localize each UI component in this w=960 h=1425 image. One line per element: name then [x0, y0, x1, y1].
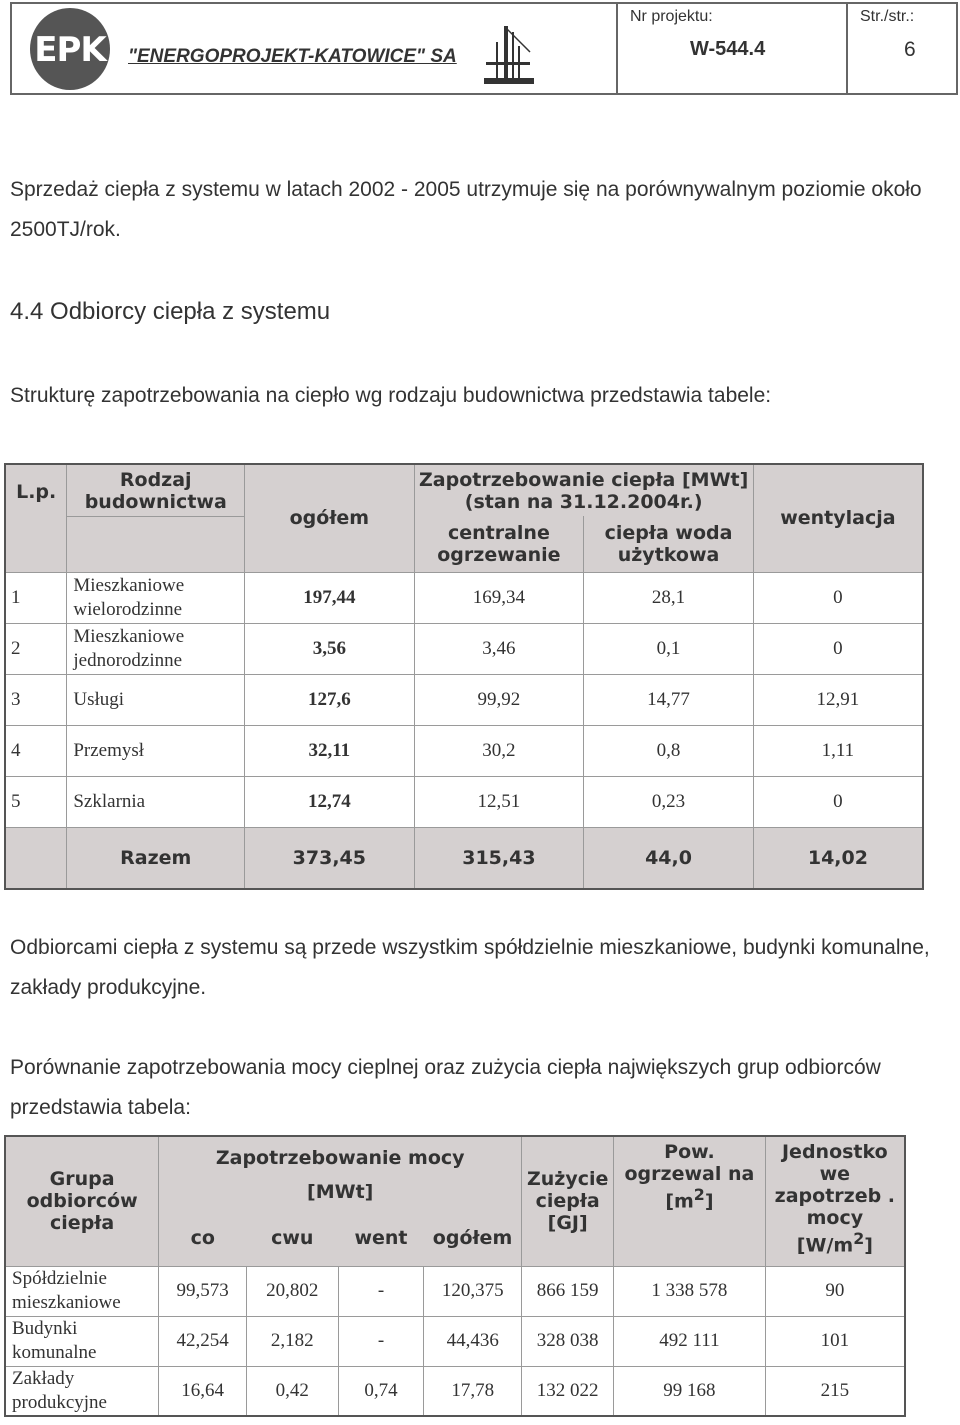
total-cwu: 44,0	[584, 827, 754, 889]
table-row	[5, 674, 923, 725]
paragraph-consumers: Odbiorcami ciepła z systemu są przede wszystkim spółdzielnie mieszkaniowe, budynki komunalne, zakłady produkcyjne.	[10, 936, 930, 999]
header-unit-sup: 2	[853, 1229, 865, 1248]
total-ogolem: 373,45	[245, 827, 414, 889]
row-name: Szklarnia	[67, 776, 245, 827]
total-row	[5, 827, 923, 889]
header-co: co	[159, 1210, 247, 1266]
row-co: 12,51	[414, 776, 584, 827]
header-area-sup: 2	[693, 1185, 705, 1204]
table-row	[5, 776, 923, 827]
header-area-close: ]	[704, 1190, 714, 1213]
header-unit-close: ]	[864, 1234, 873, 1257]
row-co: 42,254	[159, 1316, 247, 1366]
header-consumption: Zużycie ciepła [GJ]	[522, 1136, 614, 1266]
row-went: 0,74	[338, 1366, 424, 1416]
paragraph-comparison: Porównanie zapotrzebowania mocy cieplnej oraz zużycia ciepła największych grup odbiorców przedstawia tabela:	[10, 1056, 881, 1119]
row-co: 3,46	[414, 623, 584, 674]
row-total: 197,44	[245, 572, 414, 623]
row-co: 99,573	[159, 1266, 247, 1316]
project-cell	[616, 4, 846, 93]
row-name: Przemysł	[67, 725, 245, 776]
logo-text: EPK	[34, 30, 106, 70]
row-name: Mieszkaniowe wielorodzinne	[67, 572, 245, 623]
row-group: Zakłady produkcyjne	[5, 1366, 159, 1416]
building-type-table	[4, 463, 924, 890]
row-total: 127,6	[245, 674, 414, 725]
row-cwu: 2,182	[246, 1316, 338, 1366]
row-cwu: 20,802	[246, 1266, 338, 1316]
total-went: 14,02	[753, 827, 923, 889]
row-went: 0	[753, 776, 923, 827]
total-blank	[5, 827, 67, 889]
row-went: 0	[753, 623, 923, 674]
row-co: 30,2	[414, 725, 584, 776]
header-went: went	[338, 1210, 424, 1266]
row-went: -	[338, 1266, 424, 1316]
row-ogolem: 120,375	[424, 1266, 522, 1316]
table-row	[5, 1366, 905, 1416]
header-lp: L.p.	[5, 464, 67, 572]
page-cell	[846, 4, 958, 93]
company-emblem-icon	[482, 22, 536, 86]
total-label: Razem	[67, 827, 245, 889]
row-cwu: 14,77	[584, 674, 754, 725]
company-name: "ENERGOPROJEKT-KATOWICE" SA	[128, 46, 457, 67]
header-total: ogółem	[245, 464, 414, 572]
row-unit-demand: 101	[765, 1316, 905, 1366]
row-area: 99 168	[614, 1366, 766, 1416]
header-area-text: Pow. ogrzewal na [m	[624, 1141, 755, 1213]
project-number: W-544.4	[690, 38, 766, 60]
row-went: 1,11	[753, 725, 923, 776]
consumer-groups-table	[4, 1135, 906, 1417]
row-group: Spółdzielnie mieszkaniowe	[5, 1266, 159, 1316]
total-co: 315,43	[414, 827, 584, 889]
table-row	[5, 725, 923, 776]
row-name: Usługi	[67, 674, 245, 725]
project-label: Nr projektu:	[630, 8, 713, 25]
row-total: 3,56	[245, 623, 414, 674]
header-unit-demand	[765, 1136, 905, 1266]
header-group: Grupa odbiorców ciepła	[5, 1136, 159, 1266]
row-went: 0	[753, 572, 923, 623]
table-row	[5, 1316, 905, 1366]
row-lp: 1	[5, 572, 67, 623]
epk-logo	[30, 8, 110, 90]
header-central-heating: centralne ogrzewanie	[414, 516, 584, 572]
row-ogolem: 44,436	[424, 1316, 522, 1366]
page-label: Str./str.:	[860, 8, 915, 25]
row-lp: 3	[5, 674, 67, 725]
row-went: 12,91	[753, 674, 923, 725]
header-power-title: Zapotrzebowanie mocy	[215, 1147, 465, 1169]
row-unit-demand: 215	[765, 1366, 905, 1416]
paragraph-sales: Sprzedaż ciepła z systemu w latach 2002 - 2005 utrzymuje się na porównywalnym poziomie około 2500TJ/rok.	[10, 178, 922, 241]
header-hot-water: ciepła woda użytkowa	[584, 516, 754, 572]
row-cwu: 28,1	[584, 572, 754, 623]
row-co: 16,64	[159, 1366, 247, 1416]
header-ventilation: wentylacja	[753, 464, 923, 572]
row-cwu: 0,42	[246, 1366, 338, 1416]
header-building-type: Rodzaj budownictwa	[67, 464, 245, 516]
row-lp: 5	[5, 776, 67, 827]
row-cwu: 0,8	[584, 725, 754, 776]
row-co: 99,92	[414, 674, 584, 725]
row-group: Budynki komunalne	[5, 1316, 159, 1366]
table-row	[5, 623, 923, 674]
row-cwu: 0,1	[584, 623, 754, 674]
header-blank	[67, 516, 245, 572]
table-row	[5, 572, 923, 623]
row-ogolem: 17,78	[424, 1366, 522, 1416]
row-consumption: 866 159	[522, 1266, 614, 1316]
header-demand-group: Zapotrzebowanie ciepła [MWt] (stan na 31.12.2004r.)	[414, 464, 753, 516]
row-consumption: 328 038	[522, 1316, 614, 1366]
header-unit-text: Jednostko we zapotrzeb . mocy [W/m	[774, 1141, 896, 1257]
row-cwu: 0,23	[584, 776, 754, 827]
row-consumption: 132 022	[522, 1366, 614, 1416]
row-area: 1 338 578	[614, 1266, 766, 1316]
row-lp: 4	[5, 725, 67, 776]
row-went: -	[338, 1316, 424, 1366]
header-heated-area	[614, 1136, 766, 1266]
header-ogolem: ogółem	[424, 1210, 522, 1266]
header-cwu: cwu	[246, 1210, 338, 1266]
row-total: 32,11	[245, 725, 414, 776]
paragraph-structure: Strukturę zapotrzebowania na ciepło wg rodzaju budownictwa przedstawia tabele:	[10, 384, 772, 407]
section-heading: 4.4 Odbiorcy ciepła z systemu	[10, 298, 331, 325]
row-co: 169,34	[414, 572, 584, 623]
table-row	[5, 1266, 905, 1316]
row-area: 492 111	[614, 1316, 766, 1366]
header-power-demand	[159, 1136, 522, 1210]
header-power-unit: [MWt]	[307, 1181, 374, 1203]
page-header	[10, 2, 958, 95]
row-unit-demand: 90	[765, 1266, 905, 1316]
row-name: Mieszkaniowe jednorodzinne	[67, 623, 245, 674]
page-number: 6	[904, 38, 916, 61]
row-total: 12,74	[245, 776, 414, 827]
row-lp: 2	[5, 623, 67, 674]
